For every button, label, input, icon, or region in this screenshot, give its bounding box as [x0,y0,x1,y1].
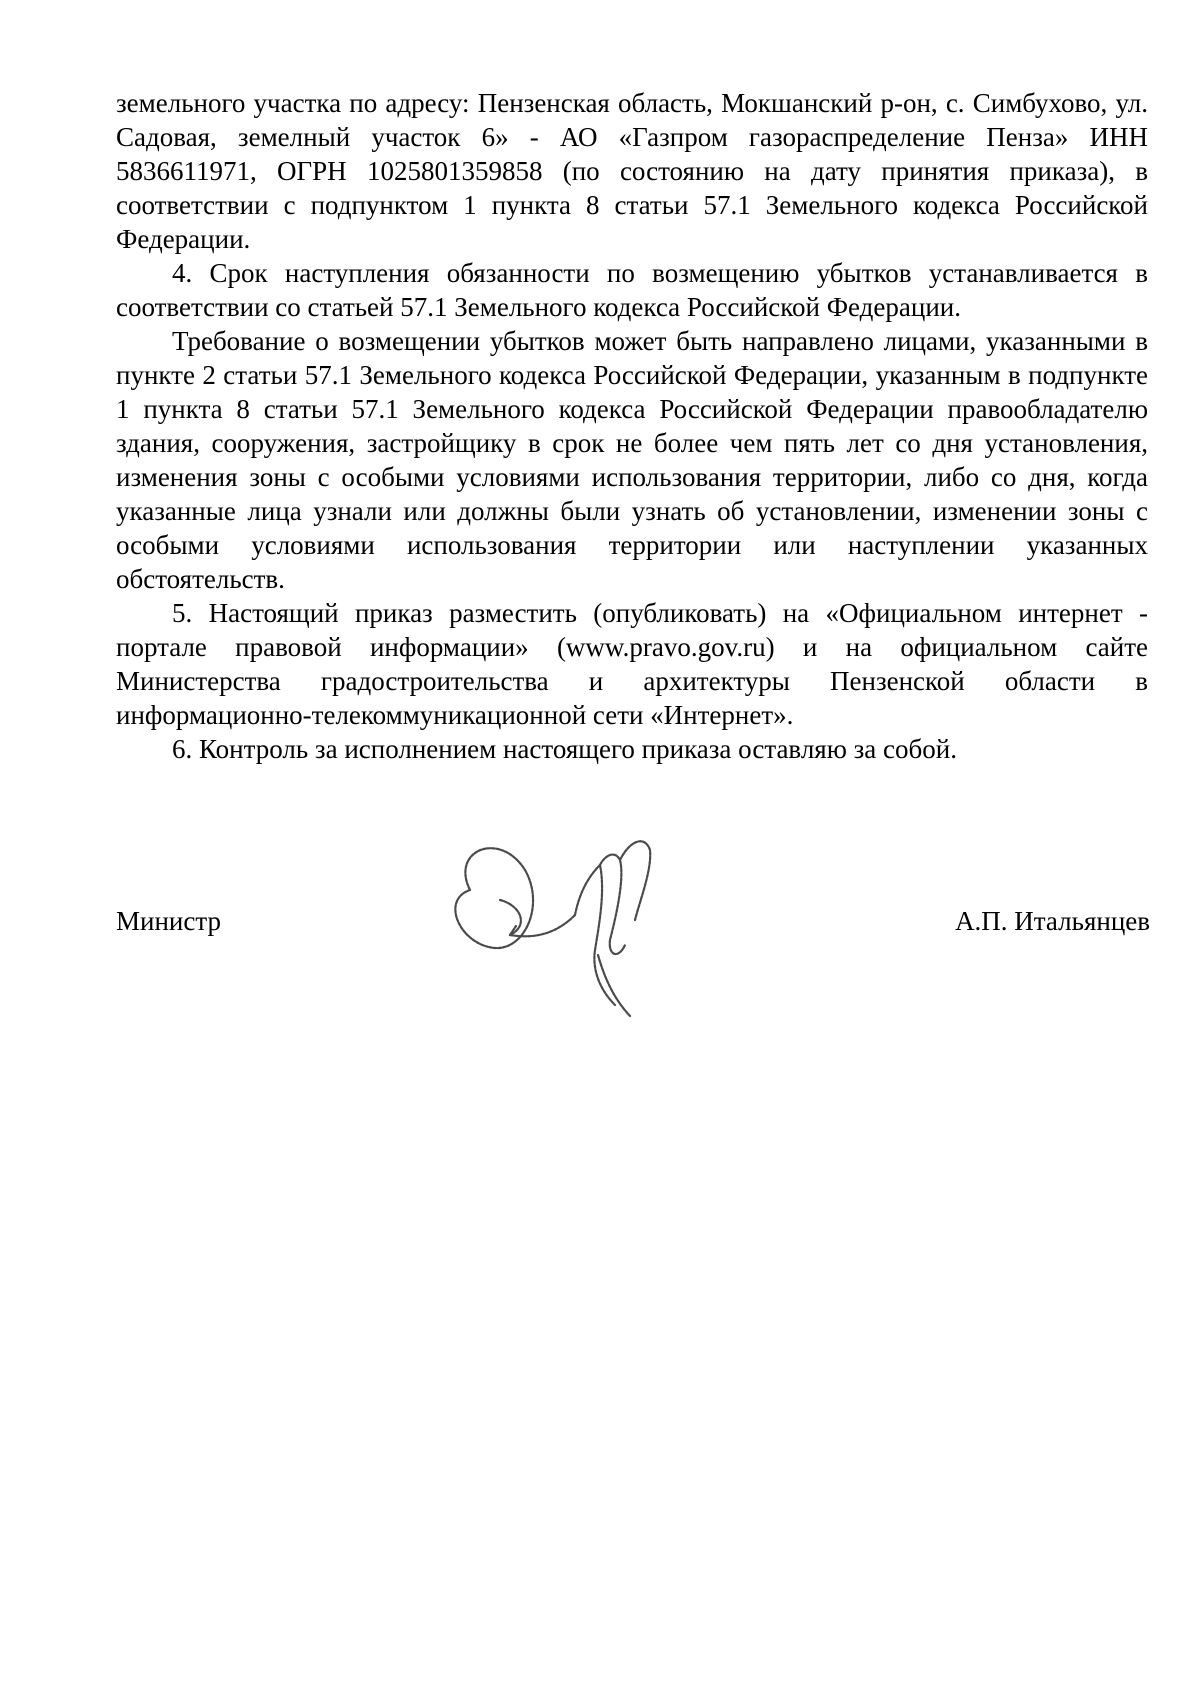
signatory-role: Министр [116,906,221,936]
document-body [116,86,1148,766]
paragraph-item-4: 4. Срок наступления обязанности по возмещению убытков устанавливается в соответствии со статьей 57.1 Земельного кодекса Российской Федерации. [116,258,1148,322]
handwritten-signature [430,830,700,1020]
paragraph-continuation: земельного участка по адресу: Пензенская область, Мокшанский р-он, с. Симбухово, ул. Садовая, земелный участок 6» - АО «Газпром газораспределение Пенза» ИНН 5836611971, ОГРН 1025801359858 (по состоянию на дату принятия приказа), в соответствии с подпунктом 1 пункта 8 статьи 57.1 Земельного кодекса Российской Федерации. [116,88,1148,254]
paragraph-item-6: 6. Контроль за исполнением настоящего приказа оставляю за собой. [172,734,957,764]
signatory-name: А.П. Итальянцев [955,906,1150,936]
paragraph-requirement: Требование о возмещении убытков может быть направлено лицами, указанными в пункте 2 статьи 57.1 Земельного кодекса Российской Федерации, указанным в подпункте 1 пункта 8 статьи 57.1 Земельного кодекса Российской Федерации правообладателю здания, сооружения, застройщику в срок не более чем пять лет со дня установления, изменения зоны с особыми условиями использования территории, либо со дня, когда указанные лица узнали или должны были узнать об установлении, изменении зоны с особыми условиями использования территории или наступлении указанных обстоятельств. [116,326,1148,594]
paragraph-item-5: 5. Настоящий приказ разместить (опубликовать) на «Официальном интернет - портале правовой информации» (www.pravo.gov.ru) и на официальном сайте Министерства градостроительства и архитектуры Пензенской области в информационно-телекоммуникационной сети «Интернет». [116,598,1148,730]
